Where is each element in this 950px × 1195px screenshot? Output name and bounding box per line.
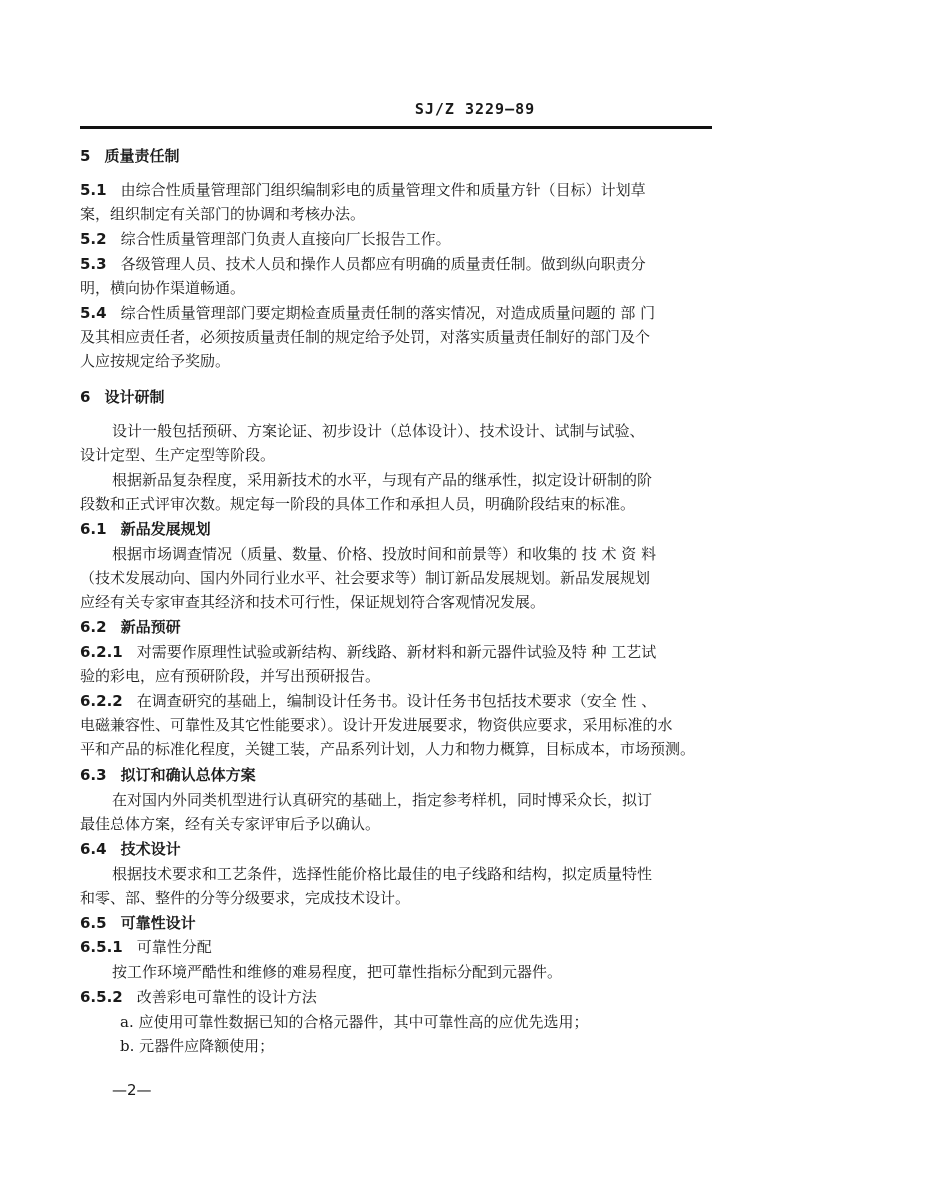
clause-6-5-1-text: 按工作环境严酷性和维修的难易程度，把可靠性指标分配到元器件。 (112, 963, 563, 981)
para-6-intro-2: 根据新品复杂程度，采用新技术的水平，与现有产品的继承性，拟定设计研制的阶 (112, 471, 653, 489)
list-item-a: a. 应使用可靠性数据已知的合格元器件，其中可靠性高的应优先选用； (120, 1013, 589, 1031)
clause-6-3-heading: 6.3 拟订和确认总体方案 (80, 766, 256, 784)
clause-6-5-1-heading: 6.5.1 可靠性分配 (80, 938, 212, 956)
clause-5-3: 5.3 各级管理人员、技术人员和操作人员都应有明确的质量责任制。做到纵向职责分 (80, 255, 646, 273)
para-6-intro-2-cont: 段数和正式评审次数。规定每一阶段的具体工作和承担人员，明确阶段结束的标准。 (80, 495, 636, 513)
clause-6-2-2-cont1: 电磁兼容性、可靠性及其它性能要求）。设计开发进展要求，物资供应要求，采用标准的水 (80, 716, 673, 734)
clause-6-2-2: 6.2.2 在调查研究的基础上，编制设计任务书。设计任务书包括技术要求（安全 性 、 (80, 692, 657, 710)
clause-6-5-heading: 6.5 可靠性设计 (80, 914, 196, 932)
clause-5-4-cont1: 及其相应责任者，必须按质量责任制的规定给予处罚，对落实质量责任制好的部门及个 (80, 328, 651, 346)
clause-6-1-heading: 6.1 新品发展规划 (80, 520, 211, 538)
clause-6-2-1-cont: 验的彩电，应有预研阶段，并写出预研报告。 (80, 667, 381, 685)
clause-6-2-1: 6.2.1 对需要作原理性试验或新结构、新线路、新材料和新元器件试验及特 种 工艺试 (80, 643, 657, 661)
clause-6-4-cont: 和零、部、整件的分等分级要求，完成技术设计。 (80, 889, 411, 907)
clause-6-3-cont: 最佳总体方案，经有关专家评审后予以确认。 (80, 815, 381, 833)
clause-6-1-cont1: （技术发展动向、国内外同行业水平、社会要求等）制订新品发展规划。新品发展规划 (80, 569, 651, 587)
clause-6-2-heading: 6.2 新品预研 (80, 618, 181, 636)
clause-6-4-text: 根据技术要求和工艺条件，选择性能价格比最佳的电子线路和结构，拟定质量特性 (112, 865, 653, 883)
clause-5-4: 5.4 综合性质量管理部门要定期检查质量责任制的落实情况，对造成质量问题的 部 门 (80, 304, 656, 322)
clause-6-2-2-cont2: 平和产品的标准化程度，关键工装，产品系列计划，人力和物力概算，目标成本，市场预测。 (80, 740, 696, 758)
para-6-intro-1-cont: 设计定型、生产定型等阶段。 (80, 446, 276, 464)
standard-code: SJ/Z 3229—89 (414, 100, 536, 118)
para-6-intro-1: 设计一般包括预研、方案论证、初步设计（总体设计）、技术设计、试制与试验、 (112, 422, 645, 440)
clause-6-5-2-heading: 6.5.2 改善彩电可靠性的设计方法 (80, 988, 317, 1006)
header-rule (80, 126, 712, 129)
clause-6-1-cont2: 应经有关专家审查其经济和技术可行性，保证规划符合客观情况发展。 (80, 593, 546, 611)
section-5-heading: 5 质量责任制 (80, 147, 180, 165)
clause-5-1: 5.1 由综合性质量管理部门组织编制彩电的质量管理文件和质量方针（目标）计划草 (80, 181, 646, 199)
clause-5-2: 5.2 综合性质量管理部门负责人直接向厂长报告工作。 (80, 230, 451, 248)
clause-6-1-text: 根据市场调查情况（质量、数量、价格、投放时间和前景等）和收集的 技 术 资 料 (112, 545, 657, 563)
page-number: —2— (112, 1081, 152, 1099)
clause-6-3-text: 在对国内外同类机型进行认真研究的基础上，指定参考样机，同时博采众长，拟订 (112, 791, 653, 809)
clause-5-3-cont: 明，横向协作渠道畅通。 (80, 279, 246, 297)
clause-6-4-heading: 6.4 技术设计 (80, 840, 181, 858)
clause-5-4-cont2: 人应按规定给予奖励。 (80, 352, 231, 370)
clause-5-1-cont: 案，组织制定有关部门的协调和考核办法。 (80, 205, 366, 223)
section-6-heading: 6 设计研制 (80, 388, 165, 406)
list-item-b: b. 元器件应降额使用； (120, 1037, 275, 1055)
